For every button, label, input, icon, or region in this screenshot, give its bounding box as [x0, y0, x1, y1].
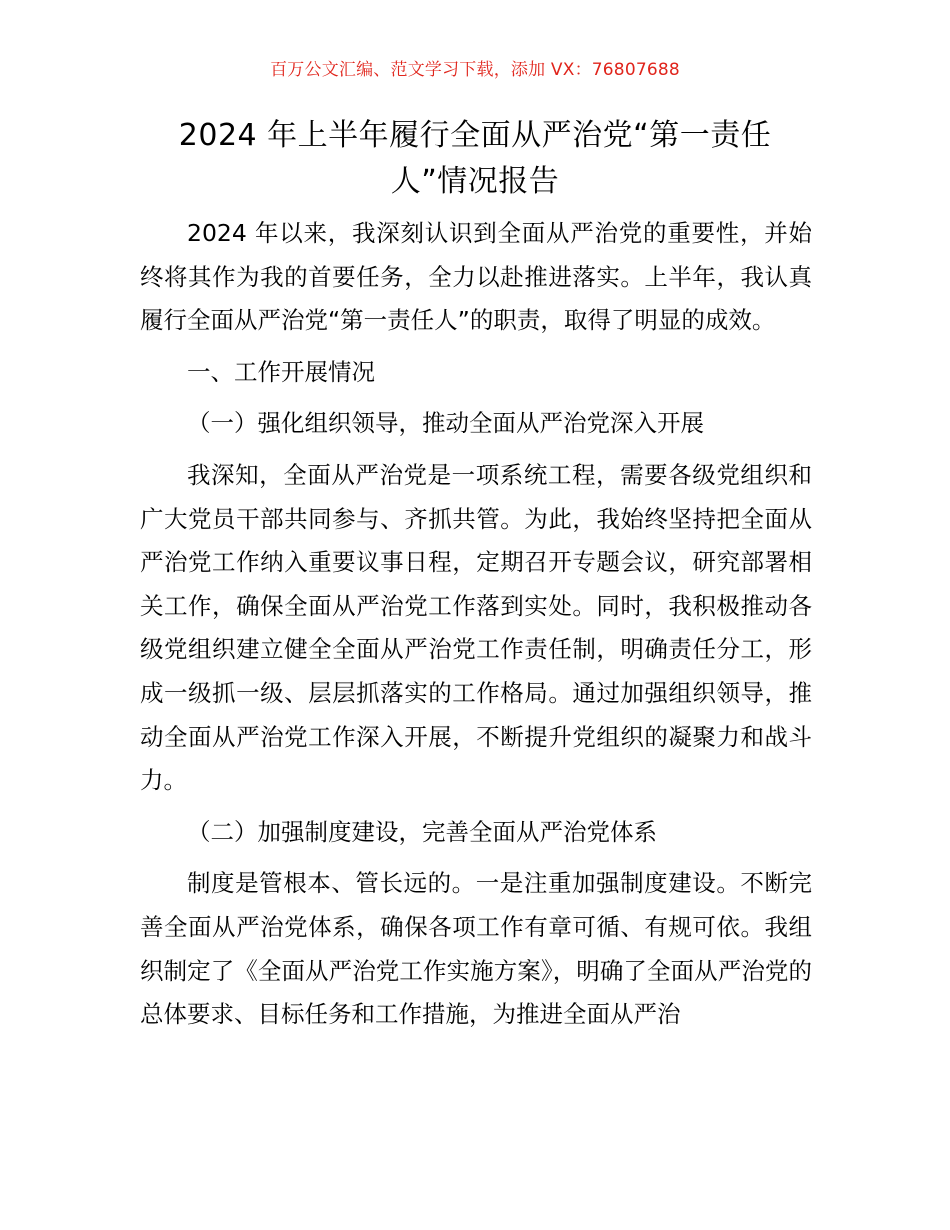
document-title: 2024 年上半年履行全面从严治党“第一责任人”情况报告	[178, 118, 772, 199]
header-watermark-note: 百万公文汇编、范文学习下载，添加 VX：76807688	[270, 60, 680, 80]
paragraph-subsection-2: 制度是管根本、管长远的。一是注重加强制度建设。不断完善全面从严治党体系，确保各项工作有章可循、有规可依。我组织制定了《全面从严治党工作实施方案》，明确了全面从严治党的总体要求、目标任务和工作措施，为推进全面从严治	[140, 869, 812, 1029]
document-body	[140, 212, 812, 1037]
paragraph-intro: 2024 年以来，我深刻认识到全面从严治党的重要性，并始终将其作为我的首要任务，全力以赴推进落实。上半年，我认真履行全面从严治党“第一责任人”的职责，取得了明显的成效。	[140, 219, 812, 335]
section-heading-1: 一、工作开展情况	[187, 357, 375, 386]
paragraph-subsection-1: 我深知，全面从严治党是一项系统工程，需要各级党组织和广大党员干部共同参与、齐抓共管。为此，我始终坚持把全面从严治党工作纳入重要议事日程，定期召开专题会议，研究部署相关工作，确保全面从严治党工作落到实处。同时，我积极推动各级党组织建立健全全面从严治党工作责任制，明确责任分工，形成一级抓一级、层层抓落实的工作格局。通过加强组织领导，推动全面从严治党工作深入开展，不断提升党组织的凝聚力和战斗力。	[140, 460, 812, 795]
subsection-heading-2: （二）加强制度建设，完善全面从严治党体系	[187, 817, 657, 846]
subsection-heading-1: （一）强化组织领导，推动全面从严治党深入开展	[187, 409, 704, 438]
